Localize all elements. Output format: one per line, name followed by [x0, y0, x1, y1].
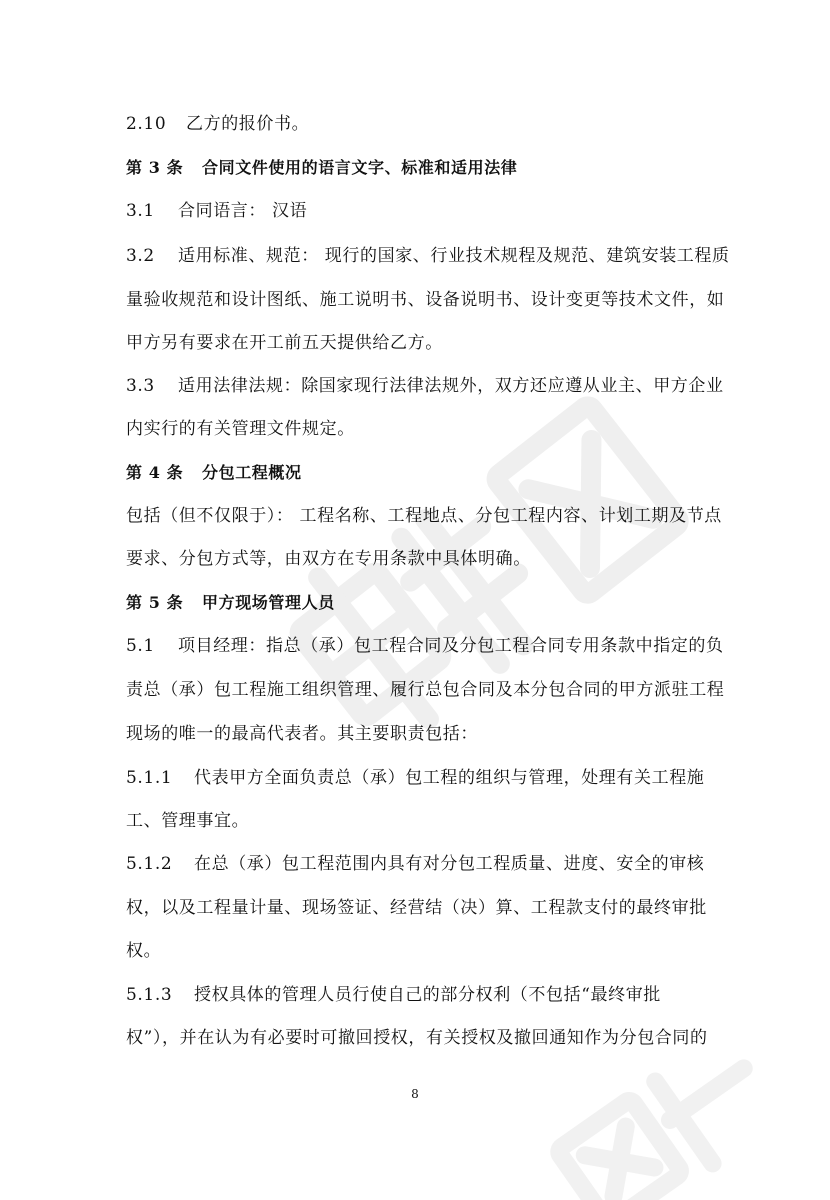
clause-5-1-2-cont-1: 权，以及工程量计量、现场签证、经营结（决）算、工程款支付的最终审批	[126, 898, 707, 918]
clause-5-1: 5.1 项目经理：指总（承）包工程合同及分包工程合同专用条款中指定的负	[126, 636, 724, 656]
clause-5-1-2: 5.1.2 在总（承）包工程范围内具有对分包工程质量、进度、安全的审核	[126, 854, 705, 874]
article-5-heading: 第 5 条 甲方现场管理人员	[126, 593, 335, 612]
clause-3-2-cont-2: 甲方另有要求在开工前五天提供给乙方。	[126, 333, 443, 353]
article-4-heading: 第 4 条 分包工程概况	[126, 463, 302, 482]
watermark-graphic-lower	[520, 1040, 820, 1200]
clause-5-1-3-cont: 权”），并在认为有必要时可撤回授权，有关授权及撤回通知作为分包合同的	[126, 1028, 708, 1048]
clause-3-3-cont: 内实行的有关管理文件规定。	[126, 419, 355, 439]
article-3-heading: 第 3 条 合同文件使用的语言文字、标准和适用法律	[126, 158, 518, 177]
clause-3-3: 3.3 适用法律法规：除国家现行法律法规外，双方还应遵从业主、甲方企业	[126, 376, 724, 396]
clause-3-2: 3.2 适用标准、规范： 现行的国家、行业技术规程及规范、建筑安装工程质	[126, 246, 730, 266]
clause-3-2-cont-1: 量验收规范和设计图纸、施工说明书、设备说明书、设计变更等技术文件，如	[126, 290, 725, 310]
clause-5-1-3: 5.1.3 授权具体的管理人员行使自己的部分权利（不包括“最终审批	[126, 985, 661, 1005]
clause-5-1-cont-2: 现场的唯一的最高代表者。其主要职责包括：	[126, 724, 478, 744]
page-number: 8	[411, 1087, 419, 1101]
clause-5-1-1: 5.1.1 代表甲方全面负责总（承）包工程的组织与管理，处理有关工程施	[126, 768, 705, 788]
clause-2-10: 2.10 乙方的报价书。	[126, 114, 310, 134]
article-4-text: 包括（但不仅限于）： 工程名称、工程地点、分包工程内容、计划工期及节点	[126, 506, 722, 526]
clause-5-1-2-cont-2: 权。	[126, 941, 162, 961]
article-4-text-cont: 要求、分包方式等，由双方在专用条款中具体明确。	[126, 549, 531, 569]
clause-3-1: 3.1 合同语言： 汉语	[126, 201, 308, 221]
clause-5-1-cont-1: 责总（承）包工程施工组织管理、履行总包合同及本分包合同的甲方派驻工程	[126, 680, 725, 700]
clause-5-1-1-cont: 工、管理事宜。	[126, 811, 250, 831]
